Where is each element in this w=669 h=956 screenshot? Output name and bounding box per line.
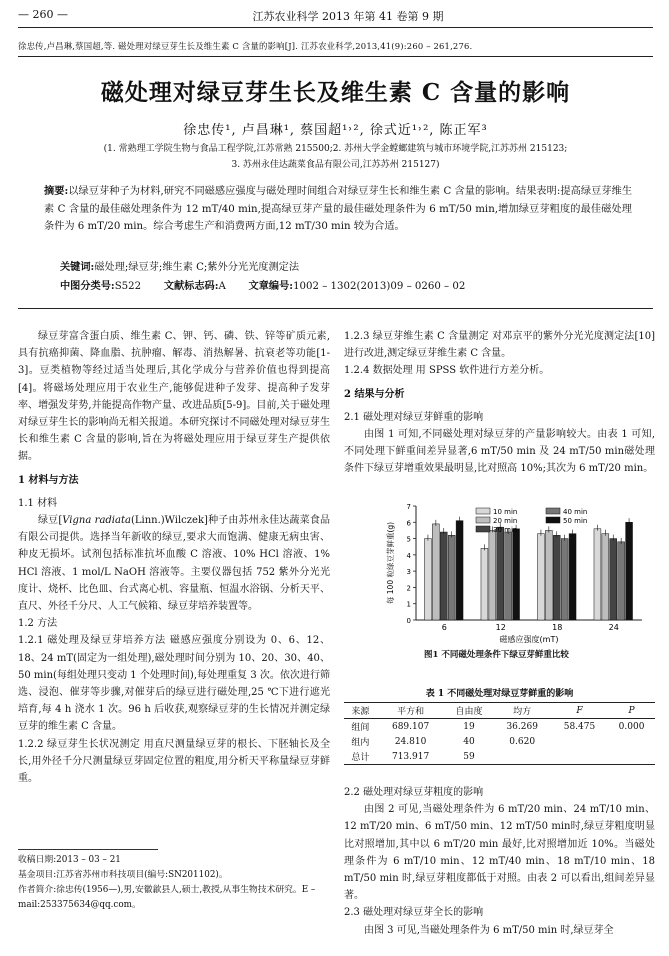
legend-label: 30 min — [493, 526, 518, 534]
table-cell — [608, 749, 655, 765]
table-cell: 59 — [463, 751, 475, 762]
y-axis-label: 每 100 粒绿豆芽鲜重(g) — [386, 521, 395, 605]
article-id-value: 1002 – 1302(2013)09 – 0260 – 02 — [293, 281, 466, 292]
bar — [602, 534, 609, 620]
right-column — [344, 328, 655, 478]
table-header-cell: P — [628, 705, 635, 716]
journal-issue: 江苏农业科学 2013 年第 41 卷第 9 期 — [252, 10, 444, 23]
clc-value: S522 — [114, 281, 142, 292]
intro-paragraph: 绿豆芽富含蛋白质、维生素 C、钾、钙、磷、铁、锌等矿质元素,具有抗癌抑菌、降血脂、抗肿瘤、解毒、消热解暑、抗衰老等功能[1-3]。豆类植物等经过适当处理后,其化学成分与营养价值也得到提高[4]。将磁场处理应用于农业生产,能够促进种子发芽、提高种子发芽率、增强发芽势,并能提高作物产量、改进品质[5-9]。目前,关于磁处理对绿豆芽生长的影响尚无相关报道。本研究探讨不同磁处理对绿豆芽生长和维生素 C 含量的影响,旨在为将磁处理应用于绿豆芽生产提供依据。 — [18, 331, 330, 463]
bar — [424, 539, 431, 620]
bar — [626, 522, 633, 620]
y-tick-label: 1 — [406, 600, 411, 609]
bar — [594, 529, 601, 620]
section-1-1-heading: 1.1 材料 — [18, 497, 58, 509]
table-row — [344, 734, 655, 749]
bar — [456, 521, 463, 620]
table-cell: 24.810 — [394, 736, 427, 747]
doc-code-value: A — [218, 281, 226, 292]
paper-title: 磁处理对绿豆芽生长及维生素 C 含量的影响 — [100, 79, 571, 106]
section-2-heading: 2 结果与分析 — [344, 388, 405, 400]
y-tick-label: 5 — [406, 535, 411, 544]
left-column — [18, 328, 330, 787]
citation-line: 徐忠传,卢昌琳,蔡国超,等. 磁处理对绿豆芽生长及维生素 C 含量的影响[J]. 江苏农业科学,2013,41(9):260 – 261,276. — [18, 41, 473, 51]
section-1-2-heading: 1.2 方法 — [18, 618, 58, 630]
author-list: 徐忠传¹, 卢昌琳¹, 蔡国超¹˒², 徐式近¹˒², 陈正军³ — [183, 123, 488, 138]
y-tick-label: 6 — [406, 519, 411, 528]
table-cell — [494, 749, 551, 765]
bar — [489, 530, 496, 620]
right-column-lower — [344, 784, 655, 939]
bar — [610, 539, 617, 620]
table-cell: 19 — [463, 721, 475, 732]
legend-label: 20 min — [493, 517, 518, 525]
abstract-text: 以绿豆芽种子为材料,研究不同磁感应强度与磁处理时间组合对绿豆芽生长和维生素 C 含量的影响。结果表明:提高绿豆芽维生素 C 含量的最佳磁处理条件为 12 mT/40 min,提高绿豆芽产量的最佳磁处理条件为 6 mT/50 min,增加绿豆芽粗度的最佳磁处理条件为 6 mT/20 min。综合考虑生产和消费两方面,12 mT/30 min 较为合适。 — [44, 186, 633, 232]
section-2-1-heading: 2.1 磁处理对绿豆芽鲜重的影响 — [344, 411, 484, 423]
x-tick-label: 24 — [608, 623, 619, 632]
table-header-cell: F — [576, 705, 583, 716]
x-tick-label: 12 — [495, 623, 506, 632]
y-tick-label: 3 — [406, 568, 411, 577]
table-cell — [608, 734, 655, 749]
table-header-cell: 来源 — [351, 707, 370, 717]
x-tick-label: 18 — [552, 623, 563, 632]
header-rule — [18, 27, 653, 28]
figure-1-bar-chart — [384, 496, 648, 646]
classification-line — [60, 277, 630, 292]
abstract — [44, 183, 632, 236]
section-1-heading: 1 材料与方法 — [18, 474, 79, 486]
abstract-label: 摘要: — [44, 185, 69, 197]
materials-paragraph: 绿豆[Vigna radiata(Linn.)Wilczek]种子由苏州永佳达蔬菜食品有限公司提供。选择当年新收的绿豆,要求大而饱满、健康无病虫害、种皮无损坏。试剂包括标准抗坏血酸 C 溶液、10% HCl 溶液、1% HCl 溶液、1 mol/L NaOH 溶液等。主要仪器包括 752 紫外分光光度计、烧杯、比色皿、台式离心机、容量瓶、恒温水浴锅、分析天平、直尺、外径千分尺、人工气候箱、绿豆芽培养装置等。 — [18, 515, 331, 613]
method-1-2-2: 1.2.2 绿豆芽生长状况测定 用直尺测量绿豆芽的根长、下胚轴长及全长,用外径千分尺测量绿豆芽固定位置的粗度,用分析天平称量绿豆芽鲜重。 — [18, 738, 330, 785]
figure-1-caption: 图1 不同磁处理条件下绿豆芽鲜重比较 — [424, 650, 569, 660]
affiliation-line-1: (1. 常熟理工学院生物与食品工程学院,江苏常熟 215500;2. 苏州大学金螳螂建筑与城市环境学院,江苏苏州 215123; — [103, 144, 568, 154]
legend-label: 50 min — [563, 517, 588, 525]
y-tick-label: 2 — [406, 584, 411, 593]
table-cell: 组内 — [351, 738, 370, 748]
legend-label: 10 min — [493, 508, 518, 516]
bar — [497, 527, 504, 620]
footnote-rule — [18, 849, 158, 850]
table-row — [344, 749, 655, 765]
legend-label: 40 min — [563, 508, 588, 516]
article-id-label: 文章编号: — [248, 280, 294, 292]
bar — [513, 529, 520, 620]
bar — [553, 535, 560, 620]
y-tick-label: 4 — [406, 551, 411, 560]
legend-swatch — [546, 508, 560, 514]
table-cell: 40 — [463, 736, 475, 747]
table-cell: 689.107 — [391, 721, 430, 732]
latin-name: Vigna radiata — [62, 515, 131, 527]
y-tick-label: 0 — [406, 617, 411, 625]
bar — [561, 539, 568, 620]
affiliation-line-2: 3. 苏州永佳达蔬菜食品有限公司,江苏苏州 215127) — [231, 160, 440, 170]
bar — [569, 534, 576, 620]
bar — [481, 548, 488, 620]
bar — [545, 530, 552, 620]
bar — [537, 534, 544, 620]
table-row — [344, 719, 655, 735]
citation-rule — [18, 56, 653, 57]
table-header-cell: 平方和 — [397, 707, 425, 717]
abstract-rule — [18, 308, 653, 309]
legend-swatch — [476, 517, 490, 523]
clc-label: 中图分类号: — [60, 280, 115, 292]
page-number: — 260 — — [18, 8, 68, 21]
keywords-text: 磁处理;绿豆芽;维生素 C;紫外分光光度测定法 — [94, 262, 300, 273]
anova-table — [344, 702, 655, 765]
method-1-2-3: 1.2.3 绿豆芽维生素 C 含量测定 对邓京平的紫外分光光度测定法[10]进行改进,测定绿豆芽维生素 C 含量。 — [344, 331, 655, 360]
table-cell: 713.917 — [391, 751, 430, 762]
footnote-funding: 基金项目:江苏省苏州市科技项目(编号:SN201102)。 — [18, 870, 228, 880]
y-tick-label: 7 — [406, 503, 411, 511]
bar — [618, 542, 625, 620]
table-cell: 0.000 — [618, 721, 645, 732]
bar — [448, 535, 455, 620]
legend-swatch — [476, 508, 490, 514]
bar — [505, 532, 512, 620]
method-1-2-4: 1.2.4 数据处理 用 SPSS 软件进行方差分析。 — [344, 365, 550, 377]
footnotes — [18, 853, 330, 913]
table-cell: 组间 — [351, 723, 370, 733]
x-axis-label: 磁感应强度(mT) — [499, 635, 559, 644]
x-tick-label: 6 — [441, 623, 447, 632]
doc-code-label: 文献标志码: — [163, 280, 219, 292]
results-2-3-paragraph: 由图 3 可见,当磁处理条件为 6 mT/50 min 时,绿豆芽全 — [364, 924, 614, 936]
bar — [432, 524, 439, 620]
table-cell: 0.620 — [509, 736, 536, 747]
footnote-author: 作者简介:徐忠传(1956—),男,安徽歙县人,硕士,教授,从事生物技术研究。E – mail:253375634@qq.com。 — [18, 885, 316, 910]
footnote-received: 收稿日期:2013 – 03 – 21 — [18, 855, 121, 865]
table-cell: 36.269 — [506, 721, 538, 732]
bar — [440, 532, 447, 620]
table-header-cell: 均方 — [513, 707, 532, 717]
table-cell — [551, 749, 608, 765]
results-2-2-paragraph: 由图 2 可见,当磁处理条件为 6 mT/20 min、24 mT/10 min、12 mT/20 min、6 mT/50 min、12 mT/50 min时,绿豆芽粗度明显比对照增加,其中以 6 mT/20 min 最好,比对照增加近 10%。当磁处理条件为 6 mT/10 min、12 mT/40 min、18 mT/10 min、18 mT/50 min 时,绿豆芽粗度都低于对照。由表 2 可以看出,组间差异显著。 — [344, 804, 655, 902]
table-1-caption: 表 1 不同磁处理对绿豆芽鲜重的影响 — [425, 689, 574, 699]
table-header-row — [344, 703, 655, 719]
section-2-3-heading: 2.3 磁处理对绿豆芽全长的影响 — [344, 907, 484, 919]
section-2-2-heading: 2.2 磁处理对绿豆芽粗度的影响 — [344, 787, 484, 798]
keywords-label: 关键词: — [60, 261, 95, 273]
keywords — [60, 258, 630, 273]
table-header-cell: 自由度 — [455, 707, 483, 717]
table-cell: 总计 — [351, 753, 370, 763]
table-cell: 58.475 — [563, 721, 596, 732]
legend-swatch — [546, 517, 560, 523]
legend-swatch — [476, 526, 490, 532]
method-1-2-1: 1.2.1 磁处理及绿豆芽培养方法 磁感应强度分别设为 0、6、12、18、24 mT(固定为一组处理),磁处理时间分别为 10、20、30、40、50 min(每组处理只变动 1 个处理时间),每处理重复 3 次。依次进行筛选、浸泡、催芽等步骤,对催芽后的绿豆进行磁处理,25 ℃下进行遮光培育,每 4 h 浇水 1 次。96 h 后收获,观察绿豆芽的生长情况并测定绿豆芽的维生素 C 含量。 — [18, 635, 330, 733]
results-2-1-paragraph: 由图 1 可知,不同磁处理对绿豆芽的产量影响较大。由表 1 可知,不同处理下鲜重间差异显著,6 mT/50 min 及 24 mT/50 min磁处理条件下绿豆芽增重效果最明显,比对照高 10%;其次为 6 mT/20 min。 — [344, 429, 655, 475]
table-cell — [551, 734, 608, 749]
